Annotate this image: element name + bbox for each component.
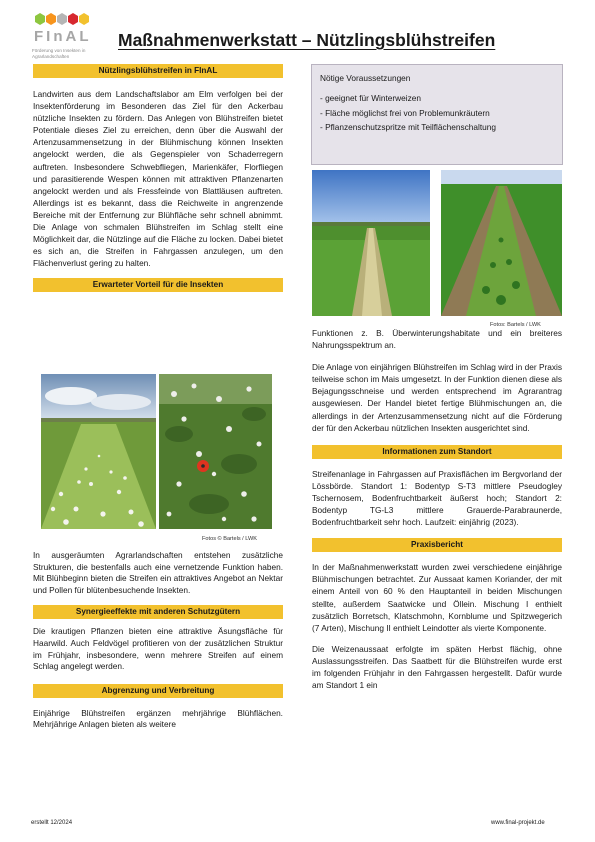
requirement-item: - geeignet für Winterweizen (320, 93, 421, 103)
photo-credit-right: Fotos: Bartels / LWK (490, 322, 541, 328)
logo-wordmark: FInAL (34, 28, 92, 45)
continued-text-2: Die Anlage von einjährigen Blühstreifen im Schlag wird in der Praxis teilweise schon im Mais umgesetzt. In der Funktion dienen diese als Bejagungsschneise und werden entsprechend im Agrarantrag ausgewiesen. Der Handel bietet fertige Blühmischungen an, die allerdings in der Artenzusammensetzung nicht auf die Förderung der für den Ackerbau nützlichen Insekten ausgerichtet sind. (312, 362, 562, 433)
synergy-text: Die krautigen Pflanzen bieten eine attraktive Äsungsfläche für Haarwild. Auch Feldvögel profitieren von der zusätzlichen Struktur im Frühjahr, insbesondere, wenn mehrere Streifen auf einem Schlag angelegt werden. (33, 626, 283, 672)
left-column (33, 62, 283, 294)
footer-url: www.final-projekt.de (491, 820, 545, 826)
photo-flower-strip-field (41, 374, 156, 529)
section-heading-synergy: Synergieeffekte mit anderen Schutzgütern (33, 605, 283, 619)
site-text: Streifenanlage in Fahrgassen auf Praxisflächen im Bergvorland der Lössbörde. Standort 1: Bodentyp S-T3 mittlere Pseudogley Tschernosem, Bodenfruchtbarkeit äußerst hoch; Standort 2: Bodentyp TG-L3 mittlere Grauerde-Parabraunerde, Bodenfruchtbarkeit sehr hoch. Laufzeit: einjährig (2023). (312, 468, 562, 528)
requirements-heading: Nötige Voraussetzungen (320, 73, 411, 83)
logo-subtitle: Förderung von Insekten in Agrarlandschaften (32, 48, 86, 59)
requirements-box (311, 64, 563, 165)
practice-text-1: In der Maßnahmenwerkstatt wurden zwei verschiedene einjährige Blühmischungen betrachtet. Zur Aussaat kamen Koriander, der mit einem Anteil von 60 % den Hauptanteil in beiden Mischungen stellte, außerdem Saatwicke und Öllein. Mischung I enthielt zusätzlich Borretsch, Klatschmohn, Kornblume und Spitzwegerich (7 Arten), Mischung II enthielt Leindotter als vierte Komponente. (312, 562, 562, 633)
section-heading-practice: Praxisbericht (312, 538, 562, 552)
section-heading-delimitation: Abgrenzung und Verbreitung (33, 684, 283, 698)
page-title: Maßnahmenwerkstatt – Nützlingsblühstreifen (118, 30, 496, 50)
photo-flowers-poppy (159, 374, 272, 529)
section-heading-site: Informationen zum Standort (312, 445, 562, 459)
footer-created: erstellt 12/2024 (31, 820, 73, 826)
requirement-item: - Pflanzenschutzspritze mit Teilflächenschaltung (320, 122, 497, 132)
continued-text-1: Funktionen z. B. Überwinterungshabitate und ein breiteres Nahrungsspektrum an. (312, 328, 562, 351)
photo-credit-left: Fotos © Bartels / LWK (202, 536, 257, 542)
benefit-text: In ausgeräumten Agrarlandschaften entstehen zusätzliche Strukturen, die bestenfalls auch eine vernetzende Funktion haben. Mit Blühbeginn bieten die Streifen ein attraktives Angebot an Nektar und Pollen für blütenbesuchende Insekten. (33, 550, 283, 595)
photo-wheat-field-strip (312, 170, 430, 316)
delimitation-text: Einjährige Blühstreifen ergänzen mehrjährige Blühflächen. Mehrjährige Anlagen bieten als weitere (33, 707, 283, 730)
final-logo (30, 12, 115, 64)
practice-text-2: Die Weizenaussaat erfolgte im späten Herbst flächig, ohne Auslassungsstreifen. Das Saatbett für die Blühstreifen wurde erst im folgenden Frühjahr in den Fahrgassen hergestellt. Dafür wurde am Standort 1 ein (312, 643, 562, 691)
photo-young-flower-strip (441, 170, 562, 316)
requirement-item: - Fläche möglichst frei von Problemunkräutern (320, 107, 490, 118)
right-column (312, 327, 562, 691)
section-heading-intro: Nützlingsblühstreifen in FInAL (33, 64, 283, 78)
intro-text: Landwirten aus dem Landschaftslabor am Elm verfolgen bei der Insektenförderung im Besonderen das Ziel für den Ackerbau nützliche Insekten zu fördern. Das Anlegen von Blühstreifen bietet Potentiale dieses Ziel zu erreichen, denn über die Auswahl der Artenzusammensetzung in der Blühmischung können Insekten angelockt werden, die als Gegenspieler von Schaderregern auftreten. Insbesondere Schwebfliegen, Marienkäfer, Florfliegen und parasitierende Wespen können mit attraktiven Pflanzenarten angelockt werden und als Fressfeinde von Blattläusen auftreten. Allerdings ist es bekannt, dass die Reichweite in angrenzende Bereiche mit der Entfernung zur Blühfläche sehr schnell abnimmt. Die Anlage von schmalen Blühstreifen im Schlag stellt eine Möglichkeit dar, die Nützlinge auf die Fläche zu locken. Dabei bietet es sich an, die Streifen in Fahrgassen anzulegen, um den Flächenverlust gering zu halten. (33, 89, 283, 269)
section-heading-benefit: Erwarteter Vorteil für die Insekten (33, 278, 283, 292)
logo-hexagons-icon (34, 12, 90, 28)
left-column-lower (33, 550, 283, 731)
